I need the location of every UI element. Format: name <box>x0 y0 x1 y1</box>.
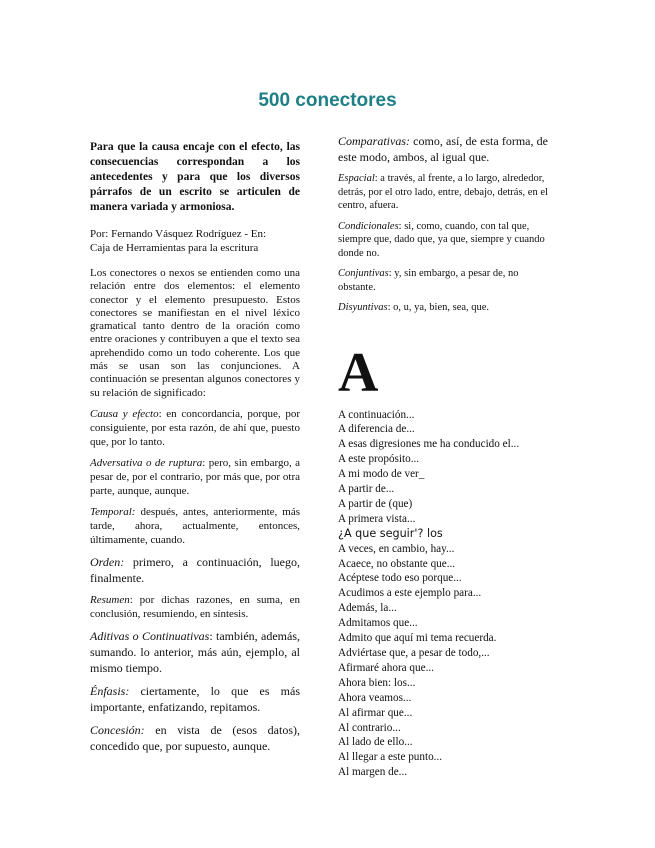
list-item: Admito que aquí mi tema recuerda. <box>338 632 497 645</box>
category-entry <box>90 593 300 621</box>
category-text: : o, u, ya, bien, sea, que. <box>387 302 490 313</box>
category-text: como, así, de esta forma, de este modo, ambos, al igual que. <box>338 134 548 164</box>
category-text: : también, además, sumando. lo anterior, más aún, ejemplo, al mismo tiempo. <box>90 628 300 675</box>
list-item: A partir de... <box>338 483 395 496</box>
category-text: en vista de (esos datos), concedido que, por supuesto, aunque. <box>90 722 300 753</box>
category-name: Comparativas: <box>338 134 410 148</box>
category-entry <box>338 133 548 165</box>
category-entry <box>338 220 548 261</box>
category-name: Causa y efecto <box>90 407 159 420</box>
category-name: Aditivas o Continuativas <box>90 628 210 643</box>
category-entry <box>338 267 548 294</box>
list-item: Al margen de... <box>338 766 408 779</box>
category-text: : a través, al frente, a lo largo, alrededor, detrás, por el otro lado, entre, debajo, detrás, en el centro, afuera. <box>338 173 548 211</box>
category-name: Concesión: <box>90 722 145 737</box>
list-item: Al llegar a este punto... <box>338 751 443 764</box>
category-name: Disyuntivas <box>338 302 388 313</box>
section-letter: A <box>338 341 379 404</box>
category-entry <box>338 172 548 213</box>
category-name: Conjuntivas <box>338 268 389 279</box>
category-text: : por dichas razones, en suma, en conclusión, resumiendo, en síntesis. <box>90 593 300 620</box>
left-column <box>90 140 300 761</box>
list-item: A partir de (que) <box>338 497 413 510</box>
list-item: A este propósito... <box>338 453 420 466</box>
category-entry <box>90 554 300 586</box>
category-text: después, antes, anteriormente, más tarde, ahora, actualmente, entonces, últimamente, cuando. <box>90 505 300 546</box>
category-name: Temporal: <box>90 505 136 518</box>
document-title: 500 conectores <box>258 90 397 111</box>
list-item: Ahora veamos... <box>338 691 412 704</box>
category-entry <box>90 722 300 754</box>
category-name: Espacial <box>338 173 375 184</box>
right-column <box>338 133 548 780</box>
connector-list <box>338 408 548 781</box>
list-item: Además, la... <box>338 602 397 615</box>
lead-paragraph: Para que la causa encaje con el efecto, las consecuencias correspondan a los antecedentes y para que los diversos párrafos de un escrito se articulen de manera variada y armoniosa. <box>90 141 300 213</box>
list-item: Acudimos a este ejemplo para... <box>338 587 482 600</box>
list-item: A continuación... <box>338 408 415 421</box>
intro-paragraph: Los conectores o nexos se entienden como una relación entre dos elementos: el elemento conector y el elemento presupuesto. Estos conectores se manifiestan en el nivel léxico gramatical tanto dentro de la oración como entre oraciones y contribuyen a que el texto sea aprehendido como un todo coherente. Los que más se usan son las conjunciones. A continuación se presentan algunos conectores y su relación de significado: <box>90 267 300 399</box>
list-item: Al lado de ello... <box>338 736 413 749</box>
list-item: Ahora bien: los... <box>338 676 416 689</box>
category-entry <box>90 683 300 715</box>
list-item: Al afirmar que... <box>338 706 413 719</box>
list-item: A diferencia de... <box>338 423 415 436</box>
category-name: Orden: <box>90 554 125 569</box>
category-entry <box>90 407 300 449</box>
byline-source: Caja de Herramientas para la escritura <box>90 242 259 254</box>
list-item: Acéptese todo eso porque... <box>338 572 462 585</box>
list-item: Acaece, no obstante que... <box>338 557 456 570</box>
list-item: A mi modo de ver_ <box>338 468 425 481</box>
category-entry <box>338 301 548 315</box>
byline-author: Por: Fernando Vásquez Rodríguez - En: <box>90 228 267 240</box>
category-entry <box>90 456 300 498</box>
category-text: primero, a continuación, luego, finalmente. <box>90 554 300 585</box>
category-name: Condicionales <box>338 220 399 232</box>
list-item: ¿A que seguir'? los <box>338 526 443 540</box>
list-item: A primera vista... <box>338 512 416 525</box>
category-name: Énfasis: <box>90 683 130 698</box>
category-text: : y, sin embargo, a pesar de, no obstante. <box>338 268 519 293</box>
category-name: Adversativa o de ruptura <box>90 456 203 469</box>
list-item: Admitamos que... <box>338 617 418 630</box>
list-item: Afirmaré ahora que... <box>338 661 434 674</box>
list-item: A veces, en cambio, hay... <box>338 542 455 555</box>
category-text: : si, como, cuando, con tal que, siempre que, dado que, ya que, siempre y cuando donde no. <box>338 220 545 259</box>
category-text: ciertamente, lo que es más importante, enfatizando, repitamos. <box>90 683 300 714</box>
category-name: Resumen <box>90 593 130 606</box>
list-item: A esas digresiones me ha conducido el... <box>338 438 520 451</box>
category-entry <box>90 628 300 676</box>
byline <box>90 227 300 255</box>
category-entry <box>90 505 300 547</box>
category-text: : pero, sin embargo, a pesar de, por el contrario, por más que, por otra parte, aunque, aunque. <box>90 456 300 497</box>
list-item: Al contrario... <box>338 721 401 734</box>
category-text: : en concordancia, porque, por consiguiente, por esta razón, de ahí que, puesto que, por lo tanto. <box>90 407 300 448</box>
list-item: Adviértase que, a pesar de todo,... <box>338 647 490 659</box>
